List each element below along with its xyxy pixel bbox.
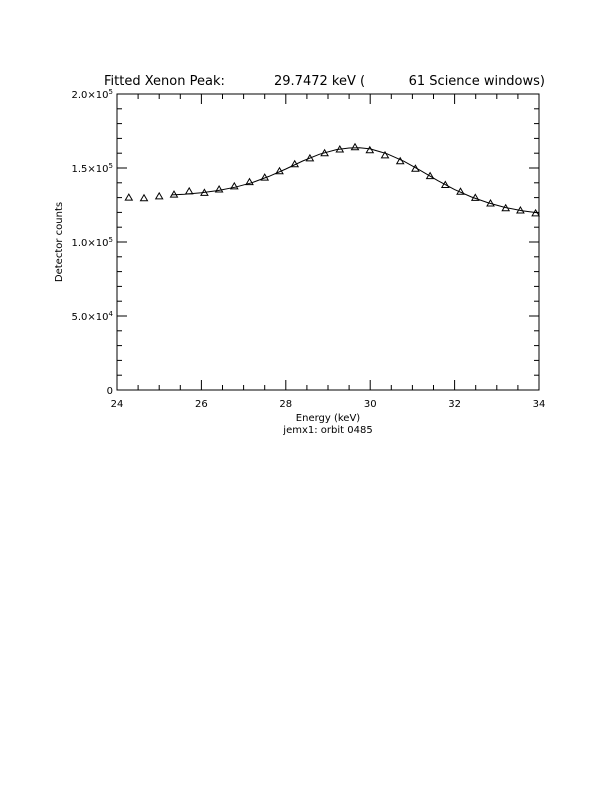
data-point-marker [156,193,163,199]
subtitle: jemx1: orbit 0485 [283,425,373,436]
x-tick-label: 34 [532,399,546,410]
x-axis-label: Energy (keV) [295,413,361,424]
data-point-marker [186,188,193,194]
data-point-marker [216,186,223,192]
y-tick-label: $2.0\times 10^5$ [71,88,113,101]
data-point-marker [141,195,148,201]
y-tick-label: 0 [106,386,113,397]
x-tick-label: 24 [110,399,124,410]
title-windows: 61 Science windows) [408,74,545,89]
data-point-marker [352,144,359,150]
data-points [125,144,539,216]
plot-frame [117,94,539,390]
fit-curve [172,148,539,213]
x-tick-label: 26 [195,399,208,410]
y-tick-label: $1.5\times 10^5$ [71,162,113,175]
axis-ticks [117,94,539,390]
title-energy: 29.7472 keV ( [274,74,366,89]
title-left: Fitted Xenon Peak: [104,74,225,89]
y-tick-labels [72,88,114,397]
x-tick-label: 30 [363,399,377,410]
y-tick-label: $5.0\times 10^4$ [71,310,113,323]
data-point-marker [171,191,178,197]
y-axis-label: Detector counts [54,201,65,283]
x-tick-label: 28 [279,399,293,410]
x-tick-labels [111,399,546,410]
y-tick-label: $1.0\times 10^5$ [71,236,113,249]
chart-title [104,74,545,89]
data-point-marker [125,194,132,200]
data-point-marker [231,183,238,189]
x-tick-label: 32 [448,399,461,410]
